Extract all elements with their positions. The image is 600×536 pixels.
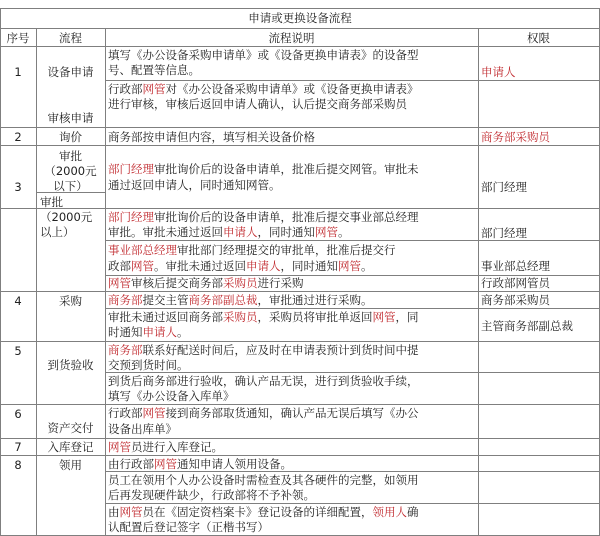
highlight-text: 网管 [119,505,143,519]
desc-line [108,487,315,503]
desc-line [108,309,419,325]
role-cell: 部门经理 [481,180,527,194]
row-number: 8 [14,458,22,472]
desc-text: 交预到货时间。 [108,358,189,372]
desc-line [108,472,419,488]
row-number: 7 [14,440,22,454]
desc-text: 员进行入库登记。 [131,440,223,454]
desc-text: ，采购员将审批单返回 [257,310,373,324]
highlight-text: 事业部总经理 [108,243,177,257]
header-role: 权限 [527,31,550,45]
row-number: 6 [14,407,22,421]
desc-text: 通过返回申请人，同时通知网管。 [108,178,281,192]
desc-text: ，同 [395,310,419,324]
flow-step: 询价 [59,130,82,144]
desc-text: 填写《办公设备采购申请单》或《设备更换申请表》的设备型 [108,48,419,62]
desc-line [108,292,373,308]
role-cell: 主管商务部副总裁 [481,319,573,333]
highlight-text: 网管 [142,82,166,96]
role-cell: 事业部总经理 [481,259,550,273]
row-number: 2 [14,130,22,144]
desc-line [108,62,200,78]
desc-line [108,504,419,520]
grid-line [0,127,600,128]
highlight-text: 网管 [372,310,396,324]
highlight-text: 网管 [108,440,131,454]
flow-step: 审批 [59,149,82,163]
desc-line [108,96,407,112]
desc-text: 到货后商务部进行验收，确认产品无误，进行到货验收手续， [108,374,419,388]
flow-step: 以上） [40,225,75,239]
desc-text: 号、配置等信息。 [108,63,200,77]
desc-line [108,357,189,373]
desc-line [108,405,419,421]
desc-text: 时通知 [108,325,143,339]
highlight-text: 申请人 [246,259,281,273]
desc-text: 行政部 [108,406,143,420]
highlight-text: 申请人 [142,325,177,339]
header-no: 序号 [6,31,30,45]
flow-step: 资产交付 [47,421,94,435]
desc-text: 行政部 [108,82,143,96]
grid-line [0,8,600,9]
role-cell: 部门经理 [481,226,527,240]
desc-line [108,373,419,389]
desc-text: 。 [177,325,189,339]
desc-text: 由 [108,505,120,519]
role-cell: 申请人 [481,65,516,79]
highlight-text: 采购员 [223,276,258,290]
highlight-text: 网管 [142,406,166,420]
desc-text: 审批。审批未通过返回 [108,225,223,239]
desc-text: 设备出库单》 [108,422,177,436]
grid-line [0,145,600,146]
desc-line [108,161,419,177]
desc-text: 由行政部 [108,457,154,471]
desc-text: 进行审核，审核后返回申请人确认，认后提交商务部采购员 [108,97,407,111]
header-desc: 流程说明 [268,31,315,45]
highlight-text: 网管 [315,225,338,239]
desc-text: 提交主管 [142,293,189,307]
highlight-text: 网管 [154,457,177,471]
desc-line [108,275,304,291]
flow-step: （2000元 [40,210,93,224]
flow-step: 以下） [53,179,88,193]
highlight-text: 部门经理 [108,210,154,224]
highlight-text: 部门经理 [108,162,154,176]
desc-line [108,456,292,472]
desc-text: 员在《固定资档案卡》登记设备的详细配置， [142,505,373,519]
desc-line [108,81,419,97]
desc-text: 填写《办公设备入库单》 [108,389,235,403]
flow-step: （2000元 [44,164,97,178]
highlight-text: 商务部 [108,343,143,357]
highlight-text: 采购员 [223,310,258,324]
row-number: 5 [14,344,22,358]
flow-step: 入库登记 [47,440,94,454]
desc-text: 确 [407,505,419,519]
desc-text: ，同时通知 [257,225,315,239]
desc-text: 审核后提交商务部 [131,276,223,290]
desc-text: 对《办公设备采购申请单》或《设备更换申请表》 [165,82,419,96]
desc-text: 审批未通过返回商务部 [108,310,223,324]
highlight-text: 商务部 [108,293,143,307]
flow-step: 到货验收 [47,358,94,372]
desc-text: 。 [338,225,350,239]
desc-line [108,388,235,404]
desc-text: 后再发现硬件缺少，行政部将不予补领。 [108,488,315,502]
desc-line [108,242,396,258]
grid-line [0,455,600,456]
header-flow: 流程 [59,31,82,45]
highlight-text: 商务部副总裁 [188,293,258,307]
desc-text: 通知申请人领用设备。 [177,457,292,471]
desc-text: 。 [361,259,373,273]
highlight-text: 领用人 [372,505,407,519]
desc-text: 认配置后登记签字（正楷书写） [108,520,269,534]
flow-step: 采购 [59,294,82,308]
desc-line [108,224,350,240]
grid-line [105,28,106,536]
desc-line [108,129,315,145]
highlight-text: 网管 [108,276,131,290]
flow-step: 审核申请 [47,111,94,125]
flow-step: 领用 [59,458,82,472]
row-number: 1 [14,65,22,79]
desc-text: 进行采购 [257,276,304,290]
desc-text: 接到商务部取货通知，确认产品无误后填写《办公 [165,406,419,420]
highlight-text: 网管 [338,259,361,273]
desc-line [108,177,281,193]
desc-text: 政部 [108,259,131,273]
table-title: 申请或更换设备流程 [248,11,352,25]
desc-text: ，同时通知 [280,259,338,273]
desc-text: 联系好配送时间后，应及时在申请表预计到货时间中提 [142,343,419,357]
row-number: 3 [14,180,22,194]
desc-line [108,47,419,63]
role-cell: 商务部采购员 [481,293,550,307]
desc-line [108,342,419,358]
desc-text: 员工在领用个人办公设备时需检查及其各硬件的完整，如领用 [108,473,419,487]
row-number: 4 [14,294,22,308]
desc-text: 审批询价后的设备申请单，批准后提交事业部总经理 [154,210,419,224]
flow-step: 审批 [40,195,63,209]
desc-text: ，审批通过进行采购。 [257,293,373,307]
highlight-text: 申请人 [223,225,258,239]
desc-text: 商务部按申请但内容，填写相关设备价格 [108,130,315,144]
desc-line [108,324,189,340]
desc-line [108,439,223,455]
desc-line [108,421,177,437]
desc-line [108,209,419,225]
desc-line [108,519,269,535]
desc-text: 审批询价后的设备申请单，批准后提交网管。审批未 [154,162,419,176]
flow-step: 设备申请 [47,65,94,79]
desc-line [108,258,373,274]
highlight-text: 网管 [131,259,154,273]
grid-line [0,28,600,29]
desc-text: 。审批未通过返回 [154,259,246,273]
role-cell: 行政部网管员 [481,276,550,290]
grid-line [478,28,479,536]
desc-text: 审批部门经理提交的审批单，批准后提交行 [177,243,396,257]
role-cell: 商务部采购员 [481,130,550,144]
